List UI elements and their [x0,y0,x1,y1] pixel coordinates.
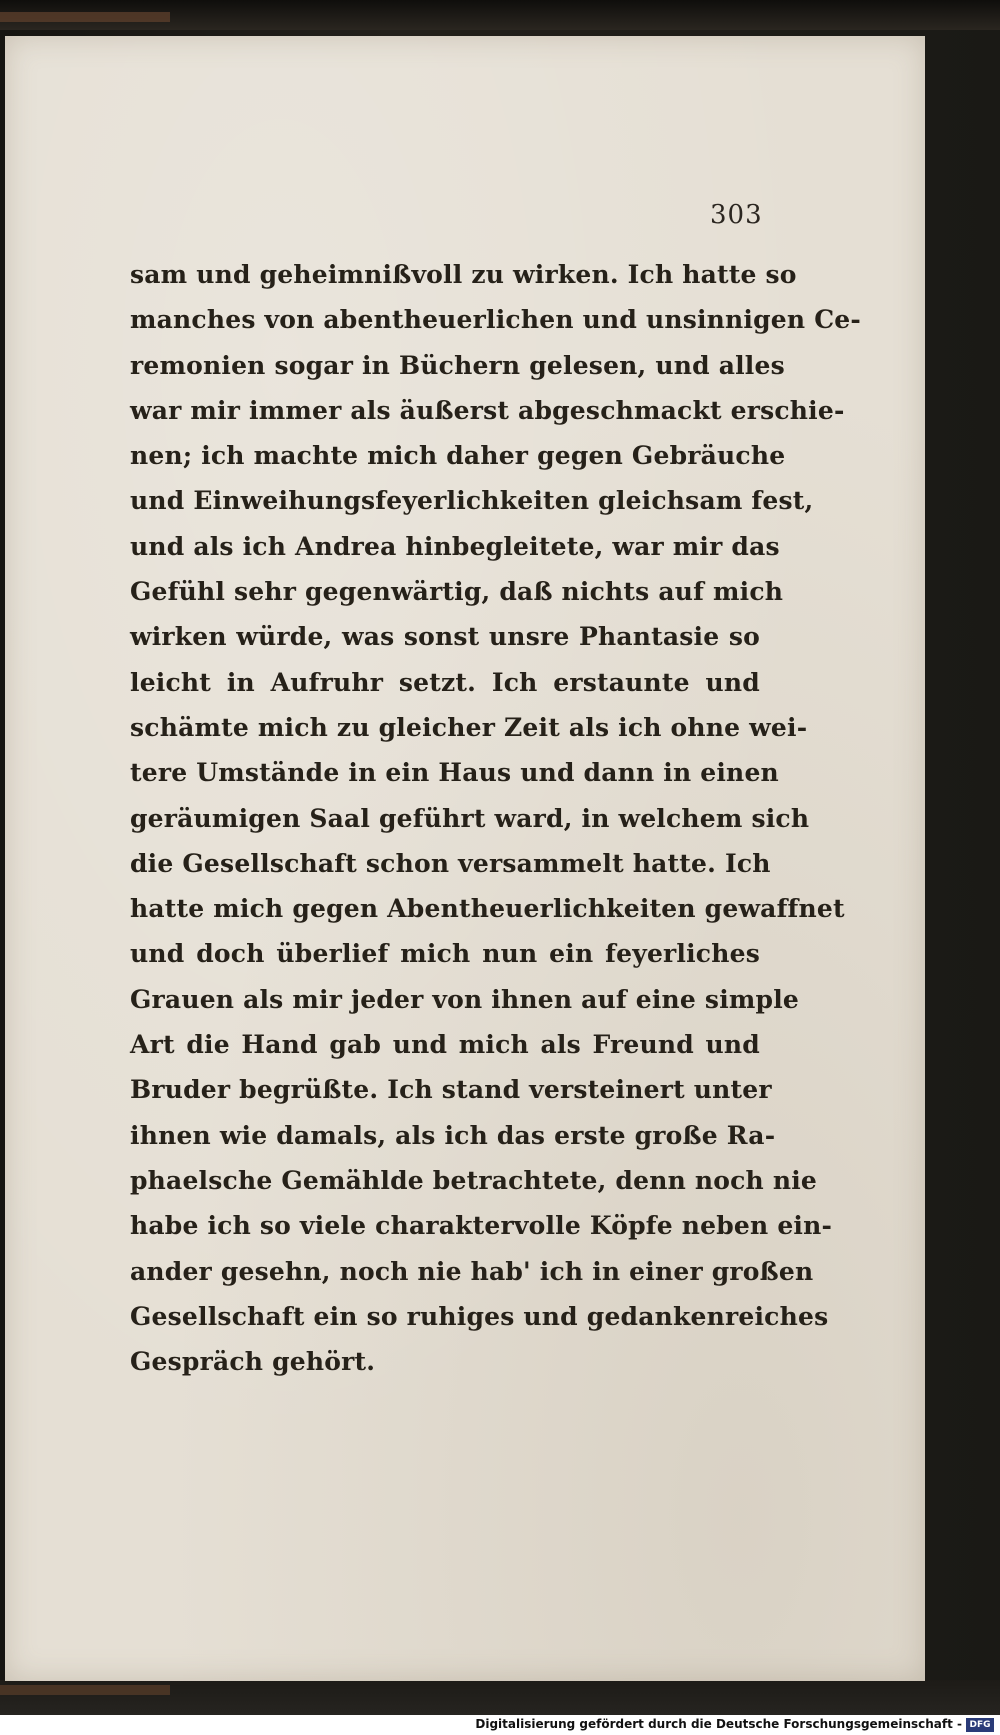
text-line: geräumigen Saal geführt ward, in welchem sich [130,803,810,833]
book-cover-edge-bottom [0,1685,170,1695]
text-line: sam und geheimnißvoll zu wirken. Ich hatte so [130,260,797,289]
book-cover-edge [0,12,170,22]
text-line: ander gesehn, noch nie hab' ich in einer großen [130,1256,814,1286]
text-line: und doch überlief mich nun ein feyerliches [130,939,760,969]
text-line: Gesellschaft ein so ruhiges und gedankenreiches [130,1301,829,1331]
text-line: Art die Hand gab und mich als Freund und [130,1030,760,1060]
text-line: Bruder begrüßte. Ich stand versteinert unter [130,1075,772,1105]
text-line: Gefühl sehr gegenwärtig, daß nichts auf mich [130,577,784,607]
page-number: 303 [710,200,763,230]
text-line: war mir immer als äußerst abgeschmackt erschie- [130,395,845,425]
text-line: manches von abentheuerlichen und unsinnigen Ce- [130,305,861,335]
text-line: Grauen als mir jeder von ihnen auf eine simple [130,984,800,1014]
text-line: und Einweihungsfeyerlichkeiten gleichsam fest, [130,486,814,516]
text-line: die Gesellschaft schon versammelt hatte. Ich [130,848,771,878]
text-line: phaelsche Gemählde betrachtete, denn noch nie [130,1165,818,1195]
text-line: leicht in Aufruhr setzt. Ich erstaunte und [130,667,760,697]
text-line: schämte mich zu gleicher Zeit als ich ohne wei- [130,712,808,742]
text-line: habe ich so viele charaktervolle Köpfe neben ein- [130,1211,833,1241]
text-line: und als ich Andrea hinbegleitete, war mir das [130,531,780,561]
body-text [130,252,861,1384]
text-line: ihnen wie damals, als ich das erste große Ra- [130,1120,776,1150]
text-line: wirken würde, was sonst unsre Phantasie so [130,622,760,652]
text-line: remonien sogar in Büchern gelesen, und alles [130,350,785,380]
text-line: Gespräch gehört. [130,1347,376,1377]
text-line: tere Umstände in ein Haus und dann in einen [130,758,779,788]
text-line: nen; ich machte mich daher gegen Gebräuche [130,441,786,471]
text-line: hatte mich gegen Abentheuerlichkeiten gewaffnet [130,894,845,924]
funding-credit: Digitalisierung gefördert durch die Deutsche Forschungsgemeinschaft - [475,1717,962,1731]
dfg-logo: DFG [966,1718,994,1732]
